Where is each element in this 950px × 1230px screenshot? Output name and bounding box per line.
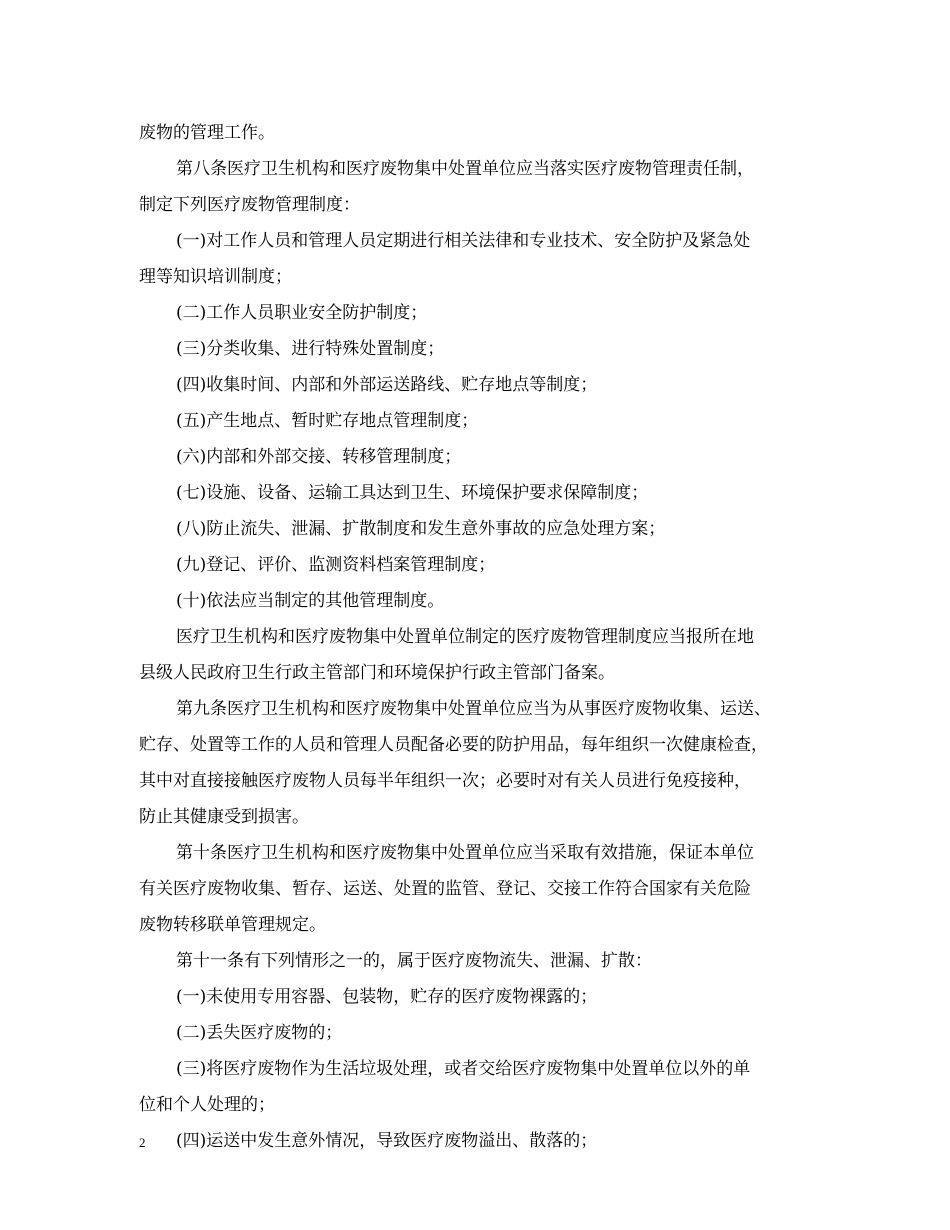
text-line: (一)未使用专用容器、包装物，贮存的医疗废物裸露的；	[176, 987, 598, 1007]
text-line: 医疗卫生机构和医疗废物集中处置单位制定的医疗废物管理制度应当报所在地	[176, 627, 754, 647]
body-text	[139, 115, 839, 1159]
text-line: (九)登记、评价、监测资料档案管理制度；	[176, 555, 496, 575]
text-line: (四)运送中发生意外情况，导致医疗废物溢出、散落的；	[176, 1131, 598, 1151]
text-line: (二)工作人员职业安全防护制度；	[176, 303, 428, 323]
text-line: (一)对工作人员和管理人员定期进行相关法律和专业技术、安全防护及紧急处	[176, 231, 751, 251]
text-line: 第十一条有下列情形之一的，属于医疗废物流失、泄漏、扩散：	[176, 951, 652, 971]
text-line: (十)依法应当制定的其他管理制度。	[176, 591, 445, 611]
text-line: 制定下列医疗废物管理制度：	[139, 195, 360, 215]
text-line: (六)内部和外部交接、转移管理制度；	[176, 447, 462, 467]
text-line: (八)防止流失、泄漏、扩散制度和发生意外事故的应急处理方案；	[176, 519, 666, 539]
text-line: 县级人民政府卫生行政主管部门和环境保护行政主管部门备案。	[139, 663, 615, 683]
text-line: (三)将医疗废物作为生活垃圾处理，或者交给医疗废物集中处置单位以外的单	[176, 1059, 751, 1079]
text-line: 第八条医疗卫生机构和医疗废物集中处置单位应当落实医疗废物管理责任制，	[176, 159, 754, 179]
text-line: (七)设施、设备、运输工具达到卫生、环境保护要求保障制度；	[176, 483, 649, 503]
text-line: 位和个人处理的；	[139, 1095, 275, 1115]
text-line: (二)丢失医疗废物的；	[176, 1023, 343, 1043]
text-line: 贮存、处置等工作的人员和管理人员配备必要的防护用品，每年组织一次健康检查，	[139, 735, 768, 755]
text-line: 防止其健康受到损害。	[139, 807, 309, 827]
text-line: 第九条医疗卫生机构和医疗废物集中处置单位应当为从事医疗废物收集、运送、	[176, 699, 771, 719]
text-line: (三)分类收集、进行特殊处置制度；	[176, 339, 445, 359]
text-line: 第十条医疗卫生机构和医疗废物集中处置单位应当采取有效措施，保证本单位	[176, 843, 754, 863]
page-number: 2	[139, 1135, 146, 1150]
text-line: 有关医疗废物收集、暂存、运送、处置的监管、登记、交接工作符合国家有关危险	[139, 879, 751, 899]
text-line: (五)产生地点、暂时贮存地点管理制度；	[176, 411, 479, 431]
text-line: 废物的管理工作。	[139, 123, 275, 143]
text-line: 理等知识培训制度；	[139, 267, 292, 287]
text-line: 其中对直接接触医疗废物人员每半年组织一次；必要时对有关人员进行免疫接种，	[139, 771, 751, 791]
text-line: 废物转移联单管理规定。	[139, 915, 326, 935]
text-line: (四)收集时间、内部和外部运送路线、贮存地点等制度；	[176, 375, 598, 395]
